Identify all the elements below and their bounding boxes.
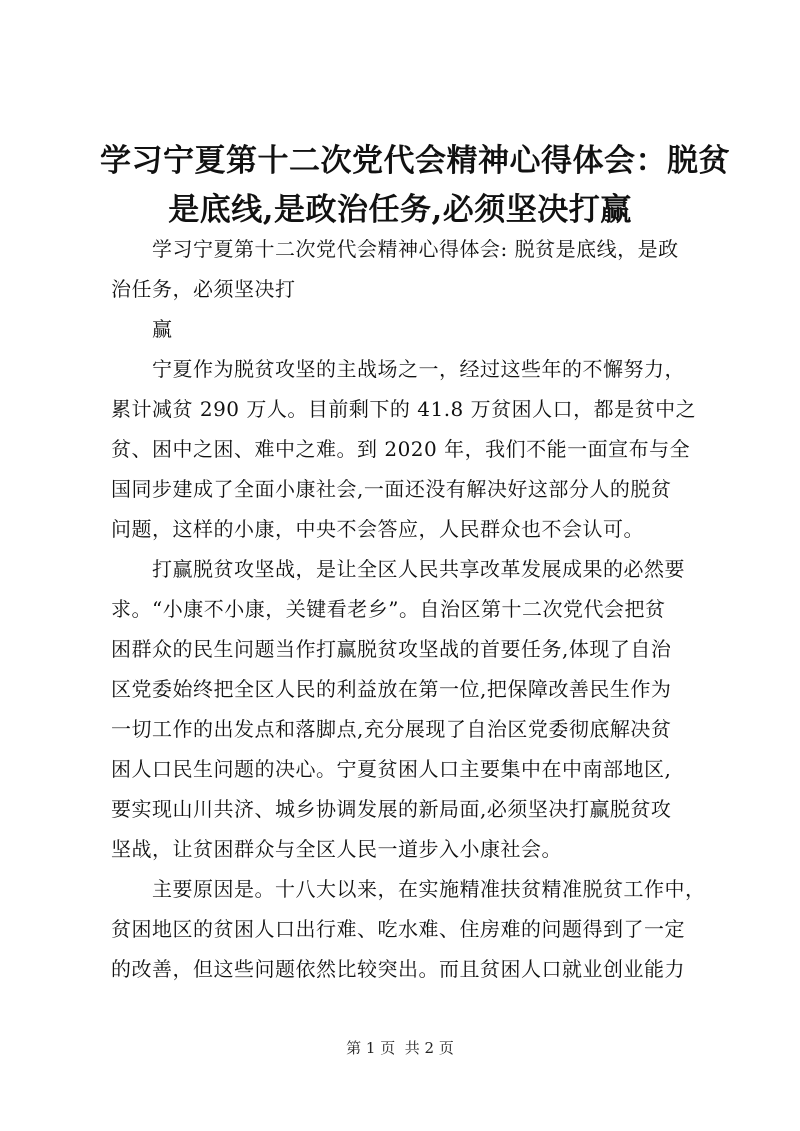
paragraph-2-line-7: 要实现山川共济、城乡协调发展的新局面,必须坚决打赢脱贫攻 — [111, 797, 672, 821]
paragraph-2-line-6: 困人口民生问题的决心。宁夏贫困人口主要集中在中南部地区, — [111, 757, 672, 781]
paragraph-1-line-2: 累计减贫 290 万人。目前剩下的 41.8 万贫困人口，都是贫中之 — [111, 397, 697, 421]
paragraph-2-line-2: 求。“小康不小康，关键看老乡”。自治区第十二次党代会把贫 — [111, 597, 666, 621]
paragraph-1-line-1: 宁夏作为脱贫攻坚的主战场之一，经过这些年的不懈努力， — [111, 357, 685, 381]
document-body — [111, 229, 711, 989]
title-line-1: 学习宁夏第十二次党代会精神心得体会：脱贫 — [100, 143, 730, 179]
subtitle-line-2: 治任务，必须坚决打 — [111, 277, 296, 301]
paragraph-3-line-3: 的改善，但这些问题依然比较突出。而且贫困人口就业创业能力 — [111, 957, 685, 981]
paragraph-2-line-5: 一切工作的出发点和落脚点,充分展现了自治区党委彻底解决贫 — [111, 717, 672, 741]
paragraph-1-line-5: 问题，这样的小康，中央不会答应，人民群众也不会认可。 — [111, 517, 644, 541]
paragraph-3-line-2: 贫困地区的贫困人口出行难、吃水难、住房难的问题得到了一定 — [111, 917, 685, 941]
subtitle-line-3: 赢 — [111, 317, 173, 341]
paragraph-2-line-4: 区党委始终把全区人民的利益放在第一位,把保障改善民生作为 — [111, 677, 672, 701]
paragraph-2-line-1: 打赢脱贫攻坚战，是让全区人民共享改革发展成果的必然要 — [111, 557, 685, 581]
paragraph-2-line-3: 困群众的民生问题当作打赢脱贫攻坚战的首要任务,体现了自治 — [111, 637, 672, 661]
title-line-2: 是底线,是政治任务,必须坚决打赢 — [168, 192, 632, 228]
paragraph-2-line-8: 坚战，让贫困群众与全区人民一道步入小康社会。 — [111, 837, 562, 861]
paragraph-3-line-1: 主要原因是。十八大以来，在实施精准扶贫精准脱贫工作中， — [111, 877, 706, 901]
paragraph-1-line-4: 国同步建成了全面小康社会,一面还没有解决好这部分人的脱贫 — [111, 477, 672, 501]
paragraph-1-line-3: 贫、困中之困、难中之难。到 2020 年，我们不能一面宣布与全 — [111, 437, 691, 461]
page-number-footer: 第 1 页 共 2 页 — [346, 1039, 454, 1057]
subtitle-line-1: 学习宁夏第十二次党代会精神心得体会: 脱贫是底线，是政 — [111, 237, 679, 261]
document-title — [100, 137, 730, 235]
